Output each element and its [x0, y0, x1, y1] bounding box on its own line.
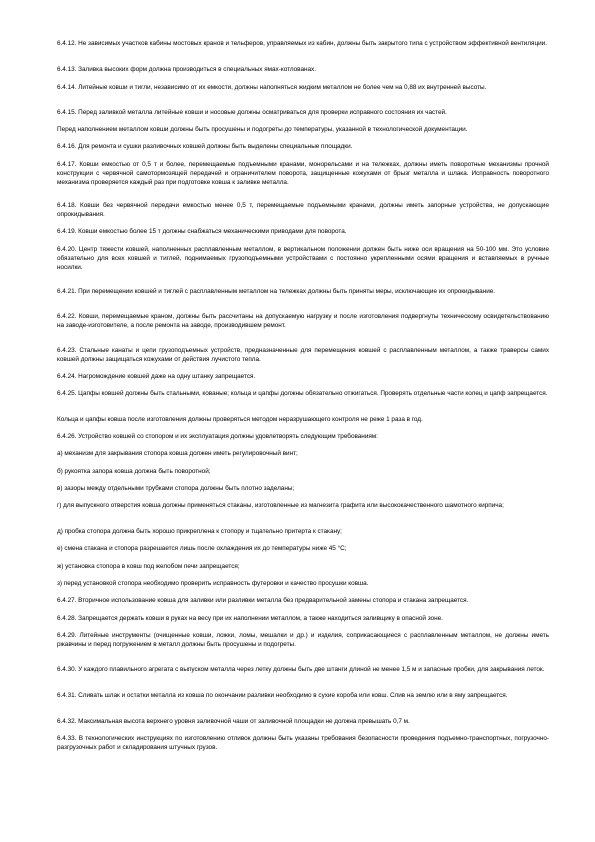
paragraph-6-4-33: 6.4.33. В технологических инструкциях по изготовлению отливок должны быть указаны требования безопасности проведения подъемно-транспортных, погрузочно-разгрузочных работ и складирования штучных грузов.: [57, 735, 549, 751]
paragraph-6-4-23: 6.4.23. Стальные канаты и цепи грузоподъемных устройств, предназначенные для перемещения ковшей с расплавленным металлом, а также траверсы самих ковшей должны защищаться кожухами от действия лучистого тепла.: [57, 347, 549, 363]
paragraph-6-4-31: 6.4.31. Сливать шлак и остатки металла из ковша по окончании разливки необходимо в сухие короба или ковш. Слив на землю или в яму запрещается.: [57, 692, 508, 699]
list-item-z: з) перед установкой стопора необходимо проверить исправность футеровки и качество просушки ковша.: [57, 580, 369, 587]
paragraph-6-4-32: 6.4.32. Максимальная высота верхнего уровня заливочной чаши от заливочной площадки не должна превышать 0,7 м.: [57, 718, 410, 725]
paragraph-6-4-21: 6.4.21. При перемещении ковшей и тиглей с расплавленным металлом на тележках должны быть приняты меры, исключающие их опрокидывание.: [57, 288, 496, 295]
paragraph-6-4-17: 6.4.17. Ковши емкостью от 0,5 т и более, перемещаемые подъемными кранами, монорельсами и на тележках, должны иметь поворотные механизмы прочной конструкции с червячной самотормозящей передачей и ограничителем поворота, защищенные кожухами от брызг металла и шлака. Исправность поворотного механизма проверяется каждый раз при подготовке ковша к заливке металла.: [57, 161, 549, 186]
paragraph-6-4-20: 6.4.20. Центр тяжести ковшей, наполненных расплавленным металлом, в вертикальном положении должен быть ниже оси вращения на 50-100 мм. Это условие обязательно для всех ковшей и тиглей, поднимаемых грузоподъемными устройствами с постоянно укрепленными осями вращения и вставляемых в ручные носилки.: [57, 246, 549, 271]
paragraph-6-4-22: 6.4.22. Ковши, перемещаемые краном, должны быть рассчитаны на допускаемую нагрузку и после изготовления подвергнуты техническому освидетельствованию на заводе-изготовителе, а после ремонта на заводе, производившем ремонт.: [57, 313, 549, 329]
paragraph-6-4-30: 6.4.30. У каждого плавильного агрегата с выпуском металла через летку должны быть две штанги длиной не менее 1,5 м и запасные пробки, для закрывания леток.: [57, 666, 545, 673]
paragraph-6-4-29: 6.4.29. Литейные инструменты (очищенные ковши, ложки, ломы, мешалки и др.) и изделия, соприкасающиеся с расплавленным металлом, не должны иметь ржавчины и перед погружением в металл должны быть просушены и подогреты.: [57, 632, 549, 648]
paragraph-6-4-15: 6.4.15. Перед заливкой металла литейные ковши и носовые должны осматриваться для проверки исправного состояния их частей.: [57, 109, 447, 116]
list-item-b: б) рукоятка запора ковша должна быть поворотной;: [57, 468, 211, 475]
paragraph-6-4-28: 6.4.28. Запрещается держать ковши в руках на весу при их наполнении металлом, а также находиться заливщику в опасной зоне.: [57, 615, 443, 622]
paragraph-6-4-18: 6.4.18. Ковши без червячной передачи емкостью менее 0,5 т, перемещаемые подъемными кранами, должны иметь запорные устройства, не допускающие опрокидывания.: [57, 202, 549, 218]
list-item-e: е) смена стакана и стопора разрешается лишь после охлаждения их до температуры ниже 45 °С;: [57, 545, 347, 552]
paragraph-6-4-12: 6.4.12. Не зависимых участков кабины мостовых кранов и тельферов, управляемых из кабин, должны быть закрытого типа с устройством эффективной вентиляции.: [57, 40, 547, 47]
list-item-d: д) пробка стопора должна быть хорошо прикреплена к стопору и тщательно притерта к стакану;: [57, 528, 342, 535]
list-item-zh: ж) установка стопора в ковш под желобом печи запрещается;: [57, 563, 240, 570]
list-item-v: в) зазоры между отдельными трубками стопора должны быть плотно заделаны;: [57, 485, 295, 492]
paragraph-6-4-24: 6.4.24. Нагромождение ковшей даже на одну штанку запрещается.: [57, 373, 256, 380]
list-item-g: г) для выпускного отверстия ковша должны применяться стаканы, изготовленные из магнезита графита или высококачественного шамотного кирпича;: [57, 502, 504, 509]
paragraph-6-4-27: 6.4.27. Вторичное использование ковша для заливки или разливки металла без предварительной замены стопора и стакана запрещается.: [57, 597, 469, 604]
paragraph-6-4-19: 6.4.19. Ковши емкостью более 15 т должны снабжаться механическими приводами для поворота.: [57, 228, 347, 235]
list-item-a: а) механизм для закрывания стопора ковша должен иметь регулировочный винт;: [57, 450, 298, 457]
paragraph-6-4-25-cont: Кольца и цапфы ковша после изготовления должны проверяться методом неразрушающего контроля не реже 1 раза в год.: [57, 416, 423, 423]
paragraph-6-4-26: 6.4.26. Устройство ковшей со стопором и их эксплуатация должны удовлетворять следующим требованиям:: [57, 433, 378, 440]
paragraph-6-4-16: 6.4.16. Для ремонта и сушки разливочных ковшей должны быть выделены специальные площадки.: [57, 143, 353, 150]
paragraph-6-4-25: 6.4.25. Цапфы ковшей должны быть стальными, кованые; кольца и цапфы должны обязательно отжигаться. Проверять отдельные части колец и цапф запрещается.: [57, 390, 548, 397]
paragraph-6-4-15-cont: Перед наполнением металлом ковши должны быть просушены и подогреты до температуры, указанной в технологической документации.: [57, 126, 468, 133]
paragraph-6-4-14: 6.4.14. Литейные ковши и тигли, независимо от их емкости, должны наполняться жидким металлом не более чем на 0,88 их внутренней высоты.: [57, 84, 487, 91]
paragraph-6-4-13: 6.4.13. Заливка высоких форм должна производиться в специальных ямах-котлованах.: [57, 66, 316, 73]
